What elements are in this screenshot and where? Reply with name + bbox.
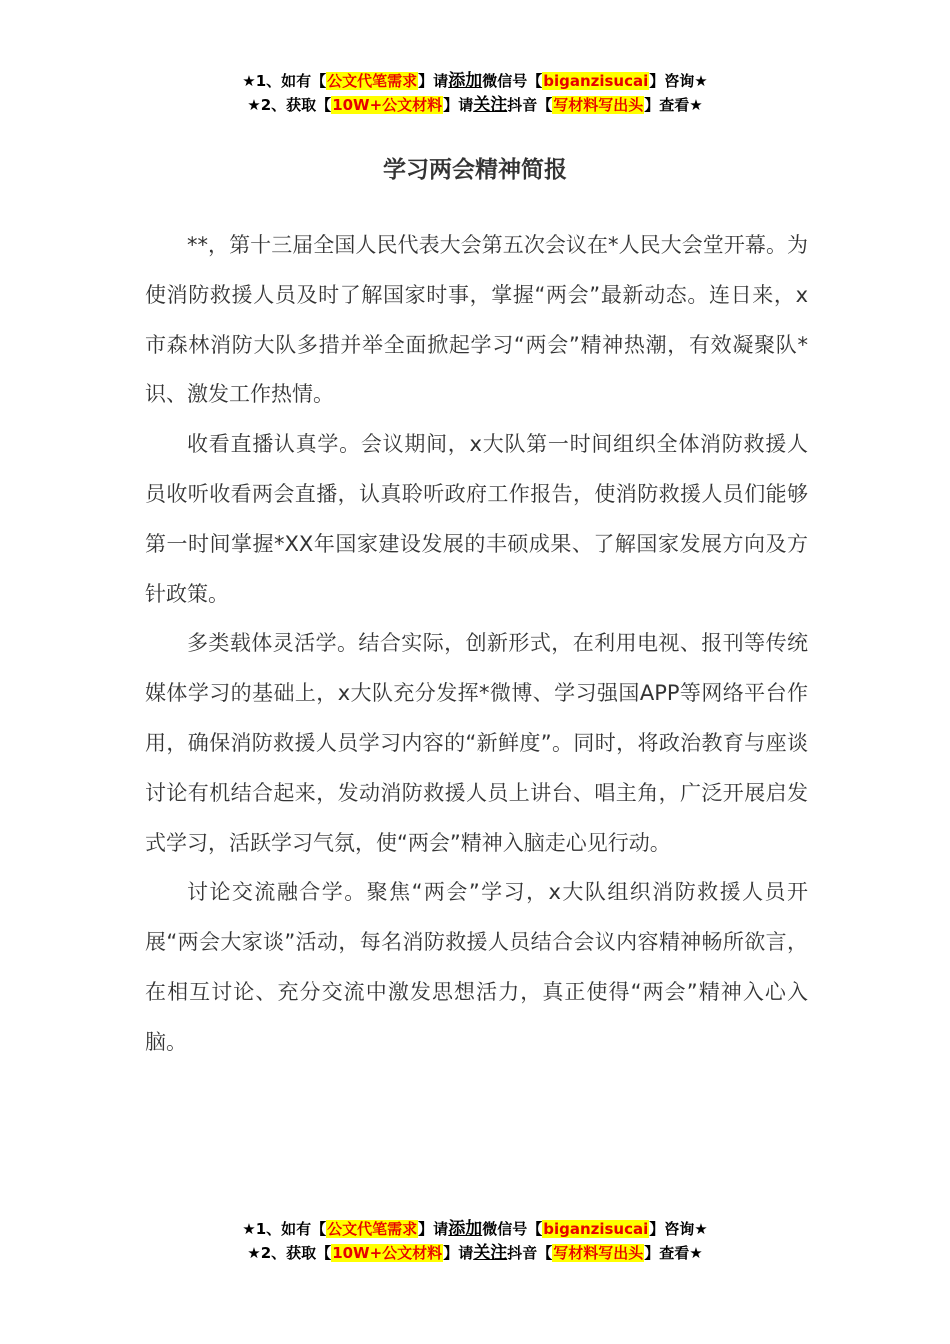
banner-text: 】请 [443,1244,474,1262]
banner-highlight: 公文代笔需求 [327,1220,418,1238]
banner-text: 】请 [418,72,449,90]
banner-emphasis: 添加 [448,1219,483,1239]
banner-line-1 [0,1217,950,1241]
banner-line-2 [0,93,950,117]
banner-text: ★2、获取【 [247,1244,332,1262]
banner-emphasis: 关注 [473,95,508,115]
banner-text: 抖音【 [507,96,553,114]
banner-text: ★1、如有【 [242,72,327,90]
banner-text: 微信号【 [482,72,543,90]
paragraph-livestream: 收看直播认真学。会议期间，x大队第一时间组织全体消防救援人员收听收看两会直播，认真聆听政府工作报告，使消防救援人员们能够第一时间掌握*XX年国家建设发展的丰硕成果、了解国家发展方向及方针政策。 [145,432,808,606]
banner-emphasis: 关注 [473,1243,508,1263]
paragraph-intro: **，第十三届全国人民代表大会第五次会议在*人民大会堂开幕。为使消防救援人员及时了解国家时事，掌握“两会”最新动态。连日来，x市森林消防大队多措并举全面掀起学习“两会”精神热潮，有效凝聚队*识、激发工作热情。 [145,233,808,407]
banner-highlight: 10W+公文材料 [332,96,443,114]
banner-text: 抖音【 [507,1244,553,1262]
banner-text: 】查看★ [644,1244,703,1262]
banner-text: ★1、如有【 [242,1220,327,1238]
banner-line-1 [0,69,950,93]
header-banner [0,69,950,117]
banner-emphasis: 添加 [448,71,483,91]
banner-highlight: biganzisucai [543,72,649,90]
banner-text: 】咨询★ [649,1220,708,1238]
banner-text: 】查看★ [644,96,703,114]
banner-highlight: biganzisucai [543,1220,649,1238]
paragraph-multi-carrier: 多类载体灵活学。结合实际，创新形式，在利用电视、报刊等传统媒体学习的基础上，x大队充分发挥*微博、学习强国APP等网络平台作用，确保消防救援人员学习内容的“新鲜度”。同时，将政治教育与座谈讨论有机结合起来，发动消防救援人员上讲台、唱主角，广泛开展启发式学习，活跃学习气氛，使“两会”精神入脑走心见行动。 [145,631,808,855]
banner-text: 】咨询★ [649,72,708,90]
banner-text: 微信号【 [482,1220,543,1238]
banner-text: 】请 [443,96,474,114]
document-body [145,221,808,1068]
banner-highlight: 写材料写出头 [553,96,644,114]
paragraph-discussion: 讨论交流融合学。聚焦“两会”学习，x大队组织消防救援人员开展“两会大家谈”活动，每名消防救援人员结合会议内容精神畅所欲言，在相互讨论、充分交流中激发思想活力，真正使得“两会”精神入心入脑。 [145,880,808,1054]
document-title: 学习两会精神简报 [383,157,567,183]
banner-highlight: 10W+公文材料 [332,1244,443,1262]
banner-highlight: 写材料写出头 [553,1244,644,1262]
banner-text: ★2、获取【 [247,96,332,114]
footer-banner [0,1217,950,1265]
banner-line-2 [0,1241,950,1265]
banner-highlight: 公文代笔需求 [327,72,418,90]
banner-text: 】请 [418,1220,449,1238]
